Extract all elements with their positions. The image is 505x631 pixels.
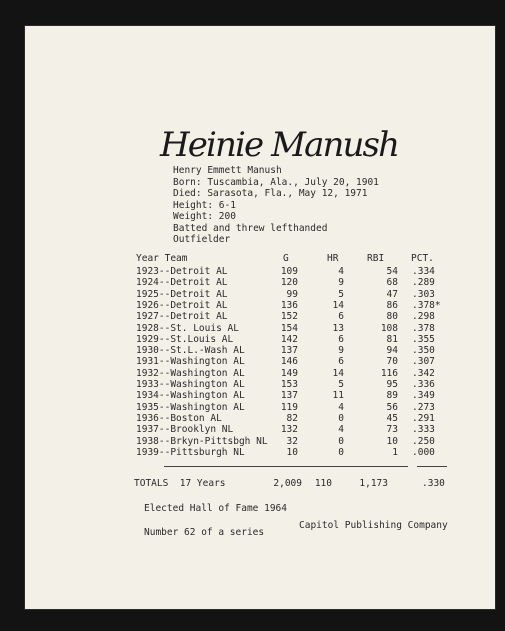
stat-home-runs: 6 [338, 356, 344, 368]
stat-year-team: 1924--Detroit AL [136, 277, 228, 289]
stat-rbi: 89 [386, 390, 398, 402]
stat-pct: .307 [412, 356, 435, 368]
stat-home-runs: 0 [338, 412, 344, 424]
stat-pct: .273 [412, 401, 435, 413]
stat-home-runs: 4 [338, 266, 344, 277]
stat-year-team: 1936--Boston AL [136, 412, 222, 424]
stat-home-runs: 4 [338, 424, 344, 436]
stat-games: 10 [286, 446, 298, 458]
stat-rbi: 94 [386, 345, 398, 357]
stat-pct: .336 [412, 379, 435, 390]
bio-bats: Batted and threw lefthanded [173, 223, 328, 234]
publisher: Capitol Publishing Company [299, 520, 448, 531]
stat-pct: .289 [412, 277, 435, 289]
stat-year-team: 1938--Brkyn-Pittsbgh NL [136, 435, 268, 447]
stat-home-runs: 0 [338, 446, 344, 458]
stat-pct: .333 [412, 424, 435, 436]
totals-rbi: 1,173 [359, 478, 388, 489]
bio-name: Henry Emmett Manush [173, 165, 282, 176]
stat-rbi: 1 [392, 446, 398, 458]
stat-rbi: 80 [386, 311, 398, 323]
hall-of-fame: Elected Hall of Fame 1964 [144, 503, 287, 514]
stat-rbi: 68 [386, 277, 398, 289]
stat-rbi: 95 [386, 379, 398, 390]
stat-games: 82 [286, 412, 298, 424]
header-year-team: Year Team [136, 253, 188, 264]
stat-year-team: 1939--Pittsburgh NL [136, 446, 245, 458]
signature [156, 118, 416, 168]
stat-rbi: 116 [380, 367, 398, 379]
stat-games: 32 [286, 435, 298, 447]
stat-games: 119 [280, 401, 298, 413]
stat-games: 142 [280, 333, 298, 345]
stat-games: 153 [280, 379, 298, 390]
stat-home-runs: 6 [338, 333, 344, 345]
bio-height: Height: 6-1 [173, 200, 236, 211]
stat-pct: .378* [412, 299, 441, 311]
stat-year-team: 1935--Washington AL [136, 401, 245, 413]
stat-pct: .298 [412, 311, 435, 323]
stat-rbi: 47 [386, 288, 398, 300]
stat-year-team: 1927--Detroit AL [136, 311, 228, 323]
stat-year-team: 1934--Washington AL [136, 390, 245, 402]
stat-home-runs: 11 [332, 390, 344, 402]
stat-rbi: 54 [386, 266, 398, 277]
stat-home-runs: 6 [338, 311, 344, 323]
stat-rbi: 56 [386, 401, 398, 413]
stat-games: 137 [280, 345, 298, 357]
stat-year-team: 1925--Detroit AL [136, 288, 228, 300]
stat-pct: .000 [412, 446, 435, 458]
stat-pct: .342 [412, 367, 435, 379]
stat-year-team: 1930--St.L.-Wash AL [136, 345, 245, 357]
stat-pct: .303 [412, 288, 435, 300]
stat-rbi: 86 [386, 299, 398, 311]
totals-row [134, 478, 445, 489]
stat-home-runs: 9 [338, 277, 344, 289]
stat-games: 99 [286, 288, 298, 300]
stat-rbi: 73 [386, 424, 398, 436]
series-number: Number 62 of a series [144, 527, 265, 538]
stat-year-team: 1937--Brooklyn NL [136, 424, 234, 436]
stat-games: 137 [280, 390, 298, 402]
stat-home-runs: 14 [332, 367, 344, 379]
totals-divider [164, 466, 408, 467]
stat-year-team: 1929--St.Louis AL [136, 333, 234, 345]
stat-home-runs: 5 [338, 288, 344, 300]
stat-year-team: 1926--Detroit AL [136, 299, 228, 311]
stat-pct: .355 [412, 333, 435, 345]
stat-rbi: 70 [386, 356, 398, 368]
totals-g: 2,009 [273, 478, 302, 489]
stat-pct: .250 [412, 435, 435, 447]
stat-games: 154 [280, 322, 298, 334]
bio-born: Born: Tuscambia, Ala., July 20, 1901 [173, 177, 379, 188]
stat-year-team: 1932--Washington AL [136, 367, 245, 379]
bio-position: Outfielder [173, 234, 231, 245]
stat-pct: .349 [412, 390, 435, 402]
stat-games: 152 [280, 311, 298, 323]
stat-games: 109 [280, 266, 298, 277]
stat-pct: .378 [412, 322, 435, 334]
header-rbi: RBI [367, 253, 385, 264]
stat-rbi: 45 [386, 412, 398, 424]
totals-label: TOTALS 17 Years [134, 478, 226, 489]
stat-rbi: 81 [386, 333, 398, 345]
stat-games: 120 [280, 277, 298, 289]
stat-home-runs: 0 [338, 435, 344, 447]
stat-games: 149 [280, 367, 298, 379]
stat-pct: .334 [412, 266, 435, 277]
stat-year-team: 1923--Detroit AL [136, 266, 228, 277]
stat-home-runs: 13 [332, 322, 344, 334]
bio-died: Died: Sarasota, Fla., May 12, 1971 [173, 188, 368, 199]
stat-games: 146 [280, 356, 298, 368]
stat-home-runs: 9 [338, 345, 344, 357]
stat-year-team: 1933--Washington AL [136, 379, 245, 390]
stat-pct: .291 [412, 412, 435, 424]
stat-home-runs: 4 [338, 401, 344, 413]
stat-rbi: 10 [386, 435, 398, 447]
totals-pct: .330 [422, 478, 445, 489]
bio-weight: Weight: 200 [173, 211, 236, 222]
stat-home-runs: 5 [338, 379, 344, 390]
signature-text: Heinie Manush [160, 125, 400, 165]
stat-games: 132 [280, 424, 298, 436]
header-pct: PCT. [411, 253, 434, 264]
stat-rbi: 108 [380, 322, 398, 334]
header-hr: HR [327, 253, 339, 264]
totals-divider-pct [417, 466, 447, 467]
stat-year-team: 1931--Washington AL [136, 356, 245, 368]
totals-hr: 110 [314, 478, 332, 489]
header-g: G [283, 253, 289, 264]
stat-year-team: 1928--St. Louis AL [136, 322, 239, 334]
stat-home-runs: 14 [332, 299, 344, 311]
stat-pct: .350 [412, 345, 435, 357]
stat-games: 136 [280, 299, 298, 311]
